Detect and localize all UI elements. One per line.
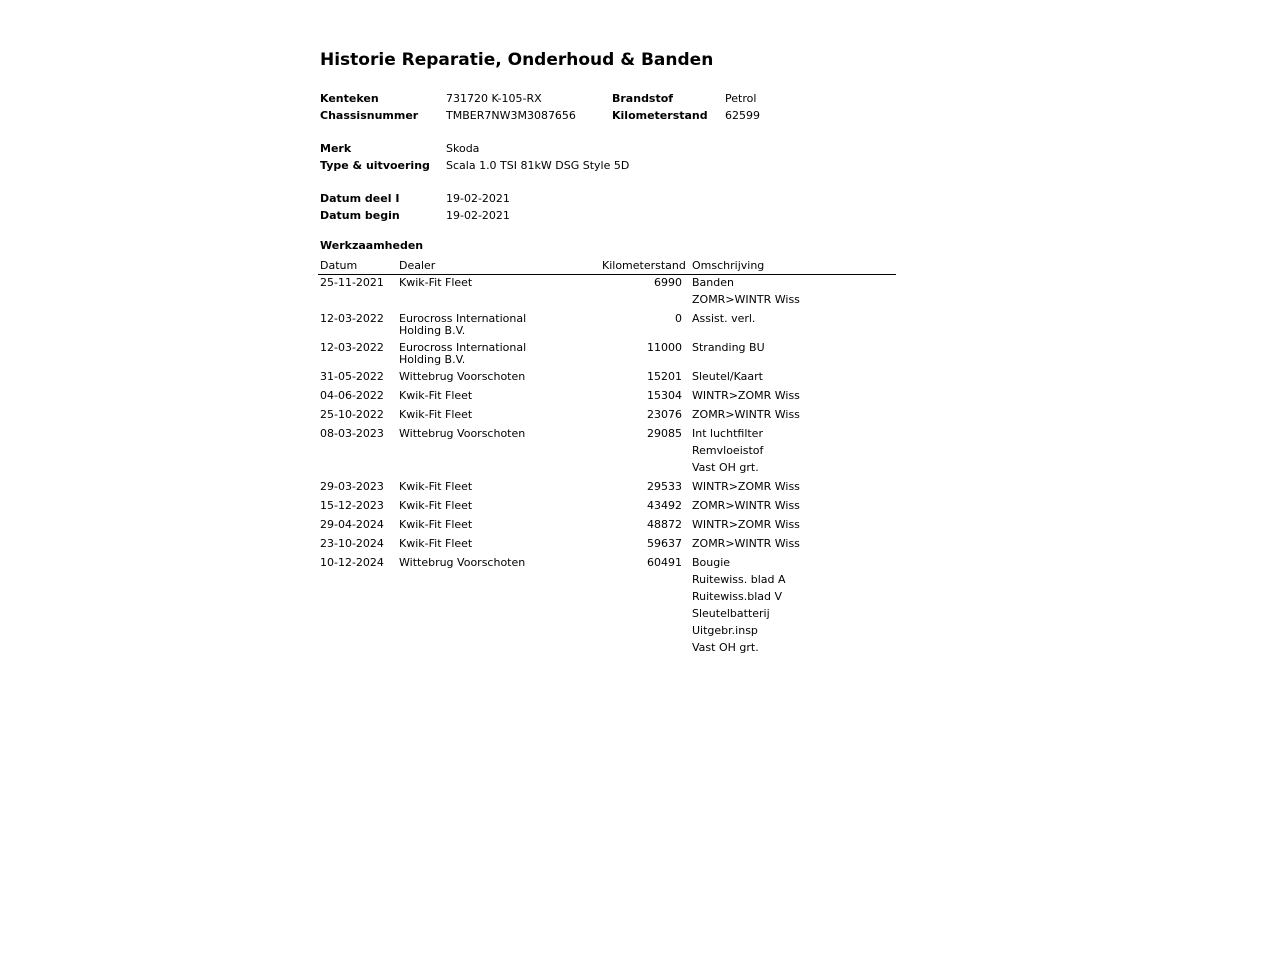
table-body	[320, 275, 900, 659]
table-row	[320, 340, 900, 369]
omschrijving-line: WINTR>ZOMR Wiss	[692, 518, 800, 531]
table-header	[318, 258, 896, 275]
row-date: 08-03-2023	[320, 427, 384, 440]
row-omschrijving	[692, 407, 900, 426]
omschrijving-line: WINTR>ZOMR Wiss	[692, 389, 800, 402]
table-row	[320, 479, 900, 498]
info-row-type	[320, 157, 900, 174]
werkzaamheden-heading: Werkzaamheden	[320, 239, 424, 252]
row-dealer: Kwik-Fit Fleet	[399, 480, 473, 493]
row-omschrijving	[692, 369, 900, 388]
kenteken-value: 731720 K-105-RX	[446, 92, 542, 105]
row-dealer: Kwik-Fit Fleet	[399, 389, 473, 402]
row-dealer: Wittebrug Voorschoten	[399, 556, 526, 569]
row-dealer: Kwik-Fit Fleet	[399, 518, 473, 531]
brandstof-value: Petrol	[725, 92, 757, 105]
omschrijving-line: WINTR>ZOMR Wiss	[692, 480, 800, 493]
table-row	[320, 388, 900, 407]
chassis-label: Chassisnummer	[320, 109, 419, 122]
table-row	[320, 536, 900, 555]
table-row	[320, 369, 900, 388]
row-omschrijving	[692, 388, 900, 407]
row-date: 31-05-2022	[320, 370, 384, 383]
datum-deel-label: Datum deel I	[320, 192, 400, 205]
row-date: 29-03-2023	[320, 480, 384, 493]
row-dealer: Wittebrug Voorschoten	[399, 370, 526, 383]
column-header-datum: Datum	[320, 259, 358, 272]
row-kilometerstand: 43492	[647, 499, 682, 512]
row-kilometerstand: 15304	[647, 389, 682, 402]
omschrijving-line: ZOMR>WINTR Wiss	[692, 537, 800, 550]
row-kilometerstand: 6990	[654, 276, 682, 289]
row-omschrijving	[692, 426, 900, 479]
omschrijving-line: ZOMR>WINTR Wiss	[692, 408, 800, 421]
row-kilometerstand: 23076	[647, 408, 682, 421]
omschrijving-line: Sleutel/Kaart	[692, 370, 763, 383]
merk-label: Merk	[320, 142, 352, 155]
omschrijving-line: Remvloeistof	[692, 444, 764, 457]
info-row-chassis	[320, 107, 900, 124]
table-row	[320, 498, 900, 517]
row-kilometerstand: 60491	[647, 556, 682, 569]
row-kilometerstand: 15201	[647, 370, 682, 383]
omschrijving-line: Sleutelbatterij	[692, 607, 770, 620]
kenteken-label: Kenteken	[320, 92, 379, 105]
merk-value: Skoda	[446, 142, 480, 155]
omschrijving-line: Assist. verl.	[692, 312, 756, 325]
row-kilometerstand: 48872	[647, 518, 682, 531]
row-omschrijving	[692, 275, 900, 311]
table-row	[320, 426, 900, 479]
row-dealer: Wittebrug Voorschoten	[399, 427, 526, 440]
row-date: 10-12-2024	[320, 556, 384, 569]
info-row-datum-deel	[320, 190, 900, 207]
row-dealer: Eurocross International Holding B.V.	[399, 312, 527, 337]
omschrijving-line: Stranding BU	[692, 341, 765, 354]
row-omschrijving	[692, 340, 900, 359]
row-dealer: Eurocross International Holding B.V.	[399, 341, 527, 366]
omschrijving-line: ZOMR>WINTR Wiss	[692, 293, 800, 306]
row-omschrijving	[692, 536, 900, 555]
row-kilometerstand: 29085	[647, 427, 682, 440]
row-date: 15-12-2023	[320, 499, 384, 512]
omschrijving-line: Ruitewiss.blad V	[692, 590, 783, 603]
row-dealer: Kwik-Fit Fleet	[399, 499, 473, 512]
kilometerstand-value: 62599	[725, 109, 760, 122]
table-row	[320, 555, 900, 659]
row-omschrijving	[692, 498, 900, 517]
info-row-kenteken	[320, 90, 900, 107]
type-label: Type & uitvoering	[320, 159, 430, 172]
datum-deel-value: 19-02-2021	[446, 192, 510, 205]
row-dealer: Kwik-Fit Fleet	[399, 276, 473, 289]
row-omschrijving	[692, 479, 900, 498]
brandstof-label: Brandstof	[612, 92, 674, 105]
row-date: 29-04-2024	[320, 518, 384, 531]
column-header-kilometerstand: Kilometerstand	[602, 259, 686, 272]
table-row	[320, 275, 900, 311]
omschrijving-line: Ruitewiss. blad A	[692, 573, 786, 586]
row-date: 25-11-2021	[320, 276, 384, 289]
datum-begin-label: Datum begin	[320, 209, 400, 222]
info-row-merk	[320, 140, 900, 157]
row-kilometerstand: 0	[675, 312, 682, 325]
page-title: Historie Reparatie, Onderhoud & Banden	[320, 50, 714, 70]
row-date: 04-06-2022	[320, 389, 384, 402]
row-dealer: Kwik-Fit Fleet	[399, 408, 473, 421]
row-omschrijving	[692, 311, 900, 330]
column-header-omschrijving: Omschrijving	[692, 259, 765, 272]
row-kilometerstand: 11000	[647, 341, 682, 354]
omschrijving-line: Int luchtfilter	[692, 427, 763, 440]
omschrijving-line: Vast OH grt.	[692, 641, 759, 654]
column-header-dealer: Dealer	[399, 259, 436, 272]
row-date: 12-03-2022	[320, 341, 384, 354]
omschrijving-line: Banden	[692, 276, 734, 289]
row-date: 23-10-2024	[320, 537, 384, 550]
omschrijving-line: Uitgebr.insp	[692, 624, 758, 637]
table-row	[320, 311, 900, 340]
omschrijving-line: Vast OH grt.	[692, 461, 759, 474]
omschrijving-line: Bougie	[692, 556, 731, 569]
row-date: 25-10-2022	[320, 408, 384, 421]
table-row	[320, 517, 900, 536]
row-kilometerstand: 29533	[647, 480, 682, 493]
row-dealer: Kwik-Fit Fleet	[399, 537, 473, 550]
chassis-value: TMBER7NW3M3087656	[446, 109, 576, 122]
kilometerstand-label: Kilometerstand	[612, 109, 708, 122]
table-row	[320, 407, 900, 426]
info-row-datum-begin	[320, 207, 900, 224]
row-kilometerstand: 59637	[647, 537, 682, 550]
row-date: 12-03-2022	[320, 312, 384, 325]
omschrijving-line: ZOMR>WINTR Wiss	[692, 499, 800, 512]
type-value: Scala 1.0 TSI 81kW DSG Style 5D	[446, 159, 630, 172]
row-omschrijving	[692, 555, 900, 659]
datum-begin-value: 19-02-2021	[446, 209, 510, 222]
row-omschrijving	[692, 517, 900, 536]
